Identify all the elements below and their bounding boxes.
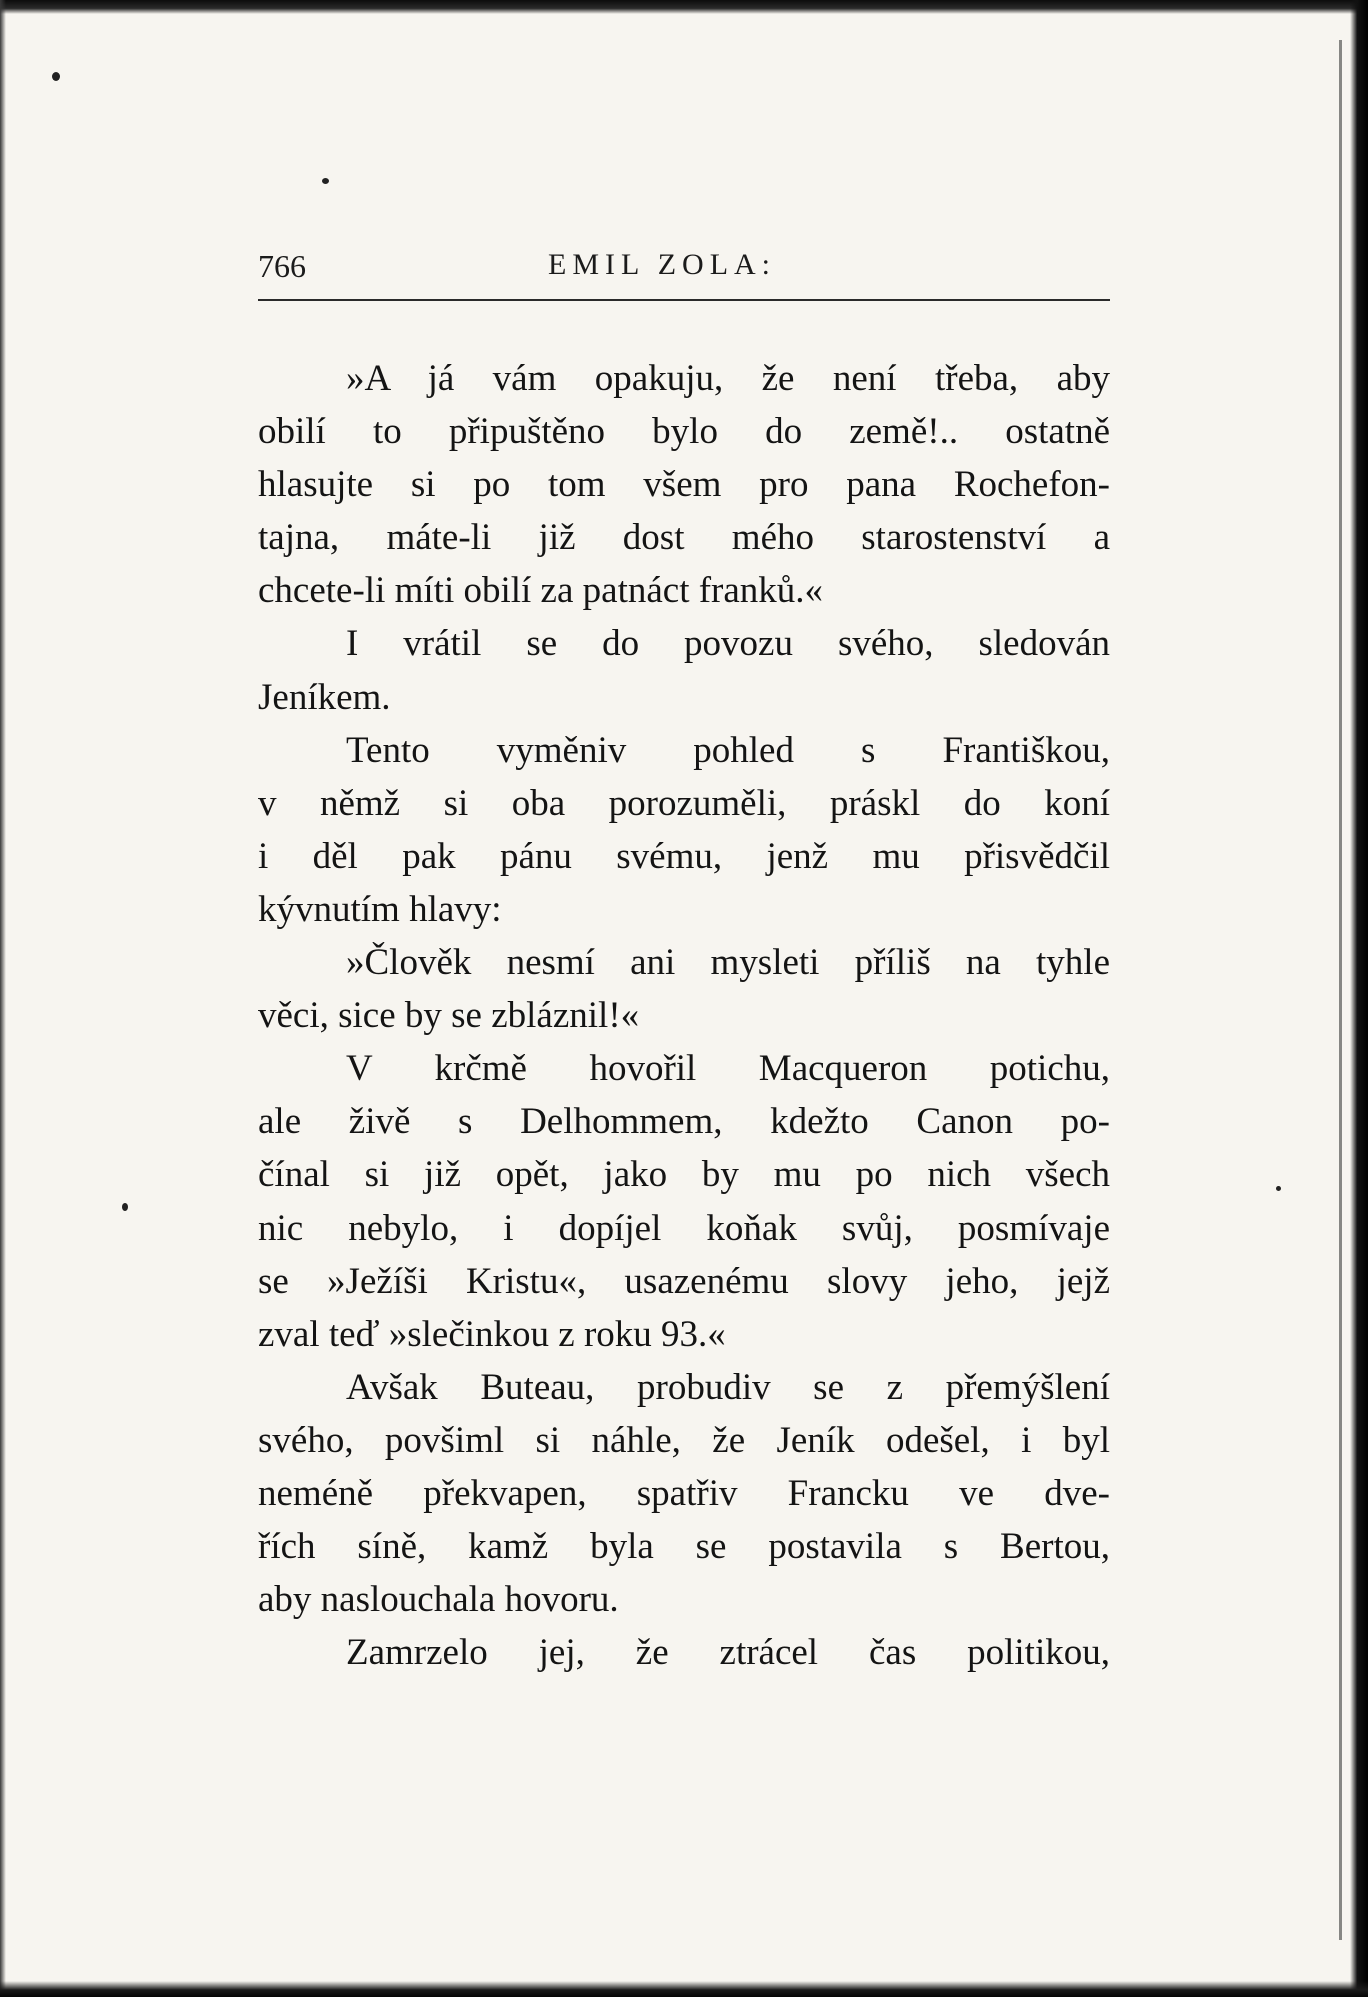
text-line: ale živě s Delhommem, kdežto Canon po- (258, 1101, 1110, 1143)
text-line: tajna, máte-li již dost mého starostenství a (258, 517, 1110, 559)
text-line: hlasujte si po tom všem pro pana Rochefon- (258, 464, 1110, 506)
text-line: se »Ježíši Kristu«, usazenému slovy jeho, jejž (258, 1260, 1110, 1302)
text-line: neméně překvapen, spatřiv Francku ve dve- (258, 1472, 1110, 1514)
scan-edge-right (1350, 0, 1368, 1997)
text-line: I vrátil se do povozu svého, sledován (346, 623, 1110, 665)
scan-speck (1276, 1186, 1281, 1191)
text-line: Zamrzelo jej, že ztrácel čas politikou, (346, 1632, 1110, 1674)
text-line: aby naslouchala hovoru. (258, 1579, 619, 1621)
text-line: V krčmě hovořil Macqueron potichu, (346, 1048, 1110, 1090)
page-header (258, 248, 1110, 296)
text-line: kývnutím hlavy: (258, 888, 502, 930)
text-line: věci, sice by se zbláznil!« (258, 995, 640, 1037)
text-line: svého, povšiml si náhle, že Jeník odešel, i byl (258, 1419, 1110, 1461)
scan-speck (52, 72, 60, 81)
text-line: chcete-li míti obilí za patnáct franků.« (258, 570, 824, 612)
text-line: i děl pak pánu svému, jenž mu přisvědčil (258, 835, 1110, 877)
text-line: Avšak Buteau, probudiv se z přemýšlení (346, 1366, 1110, 1408)
text-line: obilí to připuštěno bylo do země!.. ostatně (258, 411, 1110, 453)
text-line: Jeníkem. (258, 676, 391, 718)
scan-speck (122, 1203, 128, 1211)
text-line: v němž si oba porozuměli, práskl do koní (258, 782, 1110, 824)
text-line: »A já vám opakuju, že není třeba, aby (346, 358, 1110, 399)
body-text (258, 352, 1110, 1679)
page-number: 766 (258, 248, 306, 284)
scan-speck (322, 178, 329, 184)
text-line: »Člověk nesmí ani mysleti příliš na tyhle (346, 942, 1110, 984)
scan-edge-left (0, 0, 6, 1997)
text-line: řích síně, kamž byla se postavila s Bertou, (258, 1526, 1110, 1568)
text-line: Tento vyměniv pohled s Františkou, (346, 729, 1110, 771)
scan-edge-shadow (1339, 40, 1342, 1940)
text-line: čínal si již opět, jako by mu po nich všech (258, 1154, 1110, 1196)
scan-edge-bottom (0, 1981, 1368, 1997)
running-head: EMIL ZOLA: (548, 248, 777, 281)
header-rule (258, 299, 1110, 301)
scan-edge-top (0, 0, 1368, 14)
text-line: nic nebylo, i dopíjel koňak svůj, posmívaje (258, 1207, 1110, 1249)
text-line: zval teď »slečinkou z roku 93.« (258, 1313, 726, 1355)
